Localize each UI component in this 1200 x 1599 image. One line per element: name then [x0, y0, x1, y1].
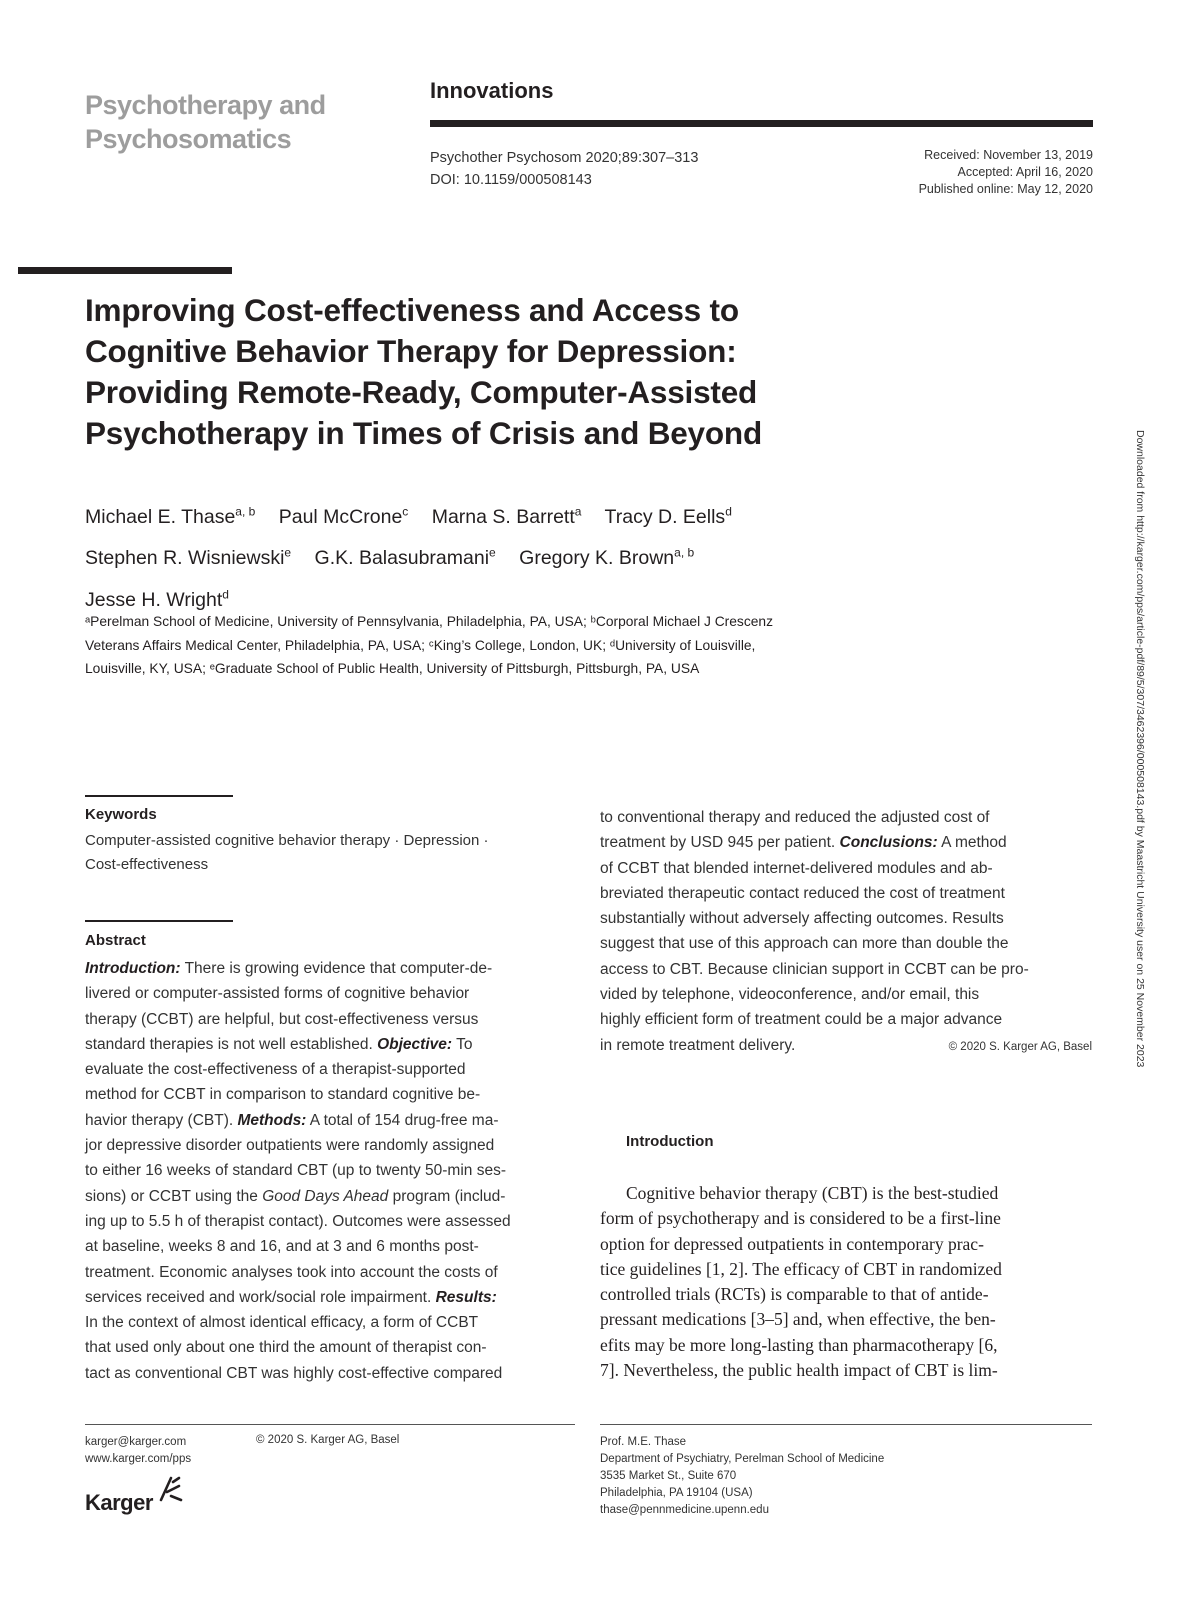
abstract-rule — [85, 920, 233, 922]
doi-text[interactable]: DOI: 10.1159/000508143 — [430, 172, 592, 188]
citation-text: Psychother Psychosom 2020;89:307–313 — [430, 150, 699, 166]
section-label: Innovations — [430, 78, 554, 103]
corresponding-email[interactable]: thase@pennmedicine.upenn.edu — [600, 1504, 769, 1516]
author: G.K. Balasubramani$^e$ — [314, 545, 496, 569]
title-rule — [18, 267, 232, 274]
abstract-text-right: to conventional therapy and reduced the adjusted cost of treatment by USD 945 per patient. Conclusions: A method of CCBT that blended internet-delivered modules and ab- breviated therapeutic contact reduced the cost of treatment substantially without adversely affecting outcomes. Results suggest that use of this approach can more than double the access to CBT. Because clinician support in CCBT can be pro- vided by telephone, videoconference, and/or email, this highly efficient form of treatment could be a major advance in remote treatment delivery. © 2020 S. Karger AG, Basel — [600, 805, 1092, 1060]
publisher-website[interactable]: www.karger.com/pps — [85, 1453, 192, 1465]
accepted-date: Accepted: April 16, 2020 — [957, 165, 1093, 179]
received-date: Received: November 13, 2019 — [924, 148, 1093, 162]
keywords-heading: Keywords — [85, 806, 157, 823]
author: Michael E. Thase$^{a, b}$ — [85, 504, 256, 528]
published-date: Published online: May 12, 2020 — [918, 182, 1093, 196]
citation — [430, 147, 698, 191]
footer-copyright: © 2020 S. Karger AG, Basel — [256, 1434, 400, 1446]
author: Marna S. Barrett$^a$ — [431, 504, 582, 528]
author: Gregory K. Brown$^{a, b}$ — [519, 545, 695, 569]
publisher-email[interactable]: karger@karger.com — [85, 1436, 187, 1448]
footer-rule-left — [85, 1424, 575, 1425]
introduction-text: Cognitive behavior therapy (CBT) is the best-studied form of psychotherapy and is considered to be a first-line option for depressed outpatients in contemporary prac- tice guidelines [1, 2]. The efficacy of CBT in randomized controlled trials (RCTs) is comparable to that of antide- pressant medications [3–5] and, when effective, the ben- efits may be more long-lasting than pharmacotherapy [6, 7]. Nevertheless, the public health impact of CBT is lim- — [600, 1183, 1002, 1381]
karger-logo-mark-icon — [157, 1474, 183, 1504]
author: Paul McCrone$^c$ — [278, 504, 409, 528]
footer-rule-right — [600, 1424, 1092, 1425]
publisher-contact — [85, 1434, 191, 1468]
karger-logo: Karger — [85, 1490, 153, 1515]
article-title: Improving Cost-effectiveness and Access to Cognitive Behavior Therapy for Depression: Providing Remote-Ready, Computer-Assisted Psychotherapy in Times of Crisis and Beyond — [85, 292, 763, 451]
corresponding-author: Prof. M.E. Thase Department of Psychiatry, Perelman School of Medicine 3535 Market St., Suite 670 Philadelphia, PA 19104 (USA) thase@pennmedicine.upenn.edu — [600, 1434, 884, 1519]
author: Jesse H. Wright$^d$ — [85, 587, 229, 611]
author-list — [85, 493, 945, 618]
introduction-heading: Introduction — [626, 1133, 714, 1150]
author: Tracy D. Eells$^d$ — [604, 504, 732, 528]
abstract-heading: Abstract — [85, 932, 146, 949]
keywords-rule — [85, 795, 233, 797]
article-dates — [860, 147, 1093, 198]
abstract-text-left: Introduction: There is growing evidence that computer-de- livered or computer-assisted forms of cognitive behavior therapy (CCBT) are helpful, but cost-effectiveness versus standard therapies is not well established. Objective: To evaluate the cost-effectiveness of a therapist-supported method for CCBT in comparison to standard cognitive be- havior therapy (CBT). Methods: A total of 154 drug-free ma- jor depressive disorder outpatients were randomly assigned to either 16 weeks of standard CBT (up to twenty 50-min ses- sions) or CCBT using the Good Days Ahead program (includ- ing up to 5.5 h of therapist contact). Outcomes were assessed at baseline, weeks 8 and 16, and at 3 and 6 months post- treatment. Economic analyses took into account the costs of services received and work/social role impairment. Results: In the context of almost identical efficacy, a form of CCBT that used only about one third the amount of therapist con- tact as conventional CBT was highly cost-effective compared — [85, 960, 511, 1382]
author: Stephen R. Wisniewski$^e$ — [85, 545, 292, 569]
header-rule — [430, 120, 1093, 127]
affiliations: ᵃPerelman School of Medicine, University of Pennsylvania, Philadelphia, PA, USA; ᵇCorporal Michael J Crescenz Veterans Affairs Medical Center, Philadelphia, PA, USA; ᶜKing’s College, London, UK; ᵈUniversity of Louisville, Louisville, KY, USA; ᵉGraduate School of Public Health, University of Pittsburgh, Pittsburgh, PA, USA — [85, 614, 773, 676]
abstract-copyright: © 2020 S. Karger AG, Basel — [948, 1040, 1092, 1053]
journal-name: Psychotherapy and Psychosomatics — [85, 90, 326, 154]
download-note: Downloaded from http://karger.com/pps/article-pdf/89/5/307/3462396/000508143.pdf by Maastricht University user on 25 November 2023 — [1134, 430, 1146, 1068]
keywords-text: Computer-assisted cognitive behavior therapy · Depression · Cost-effectiveness — [85, 832, 489, 873]
